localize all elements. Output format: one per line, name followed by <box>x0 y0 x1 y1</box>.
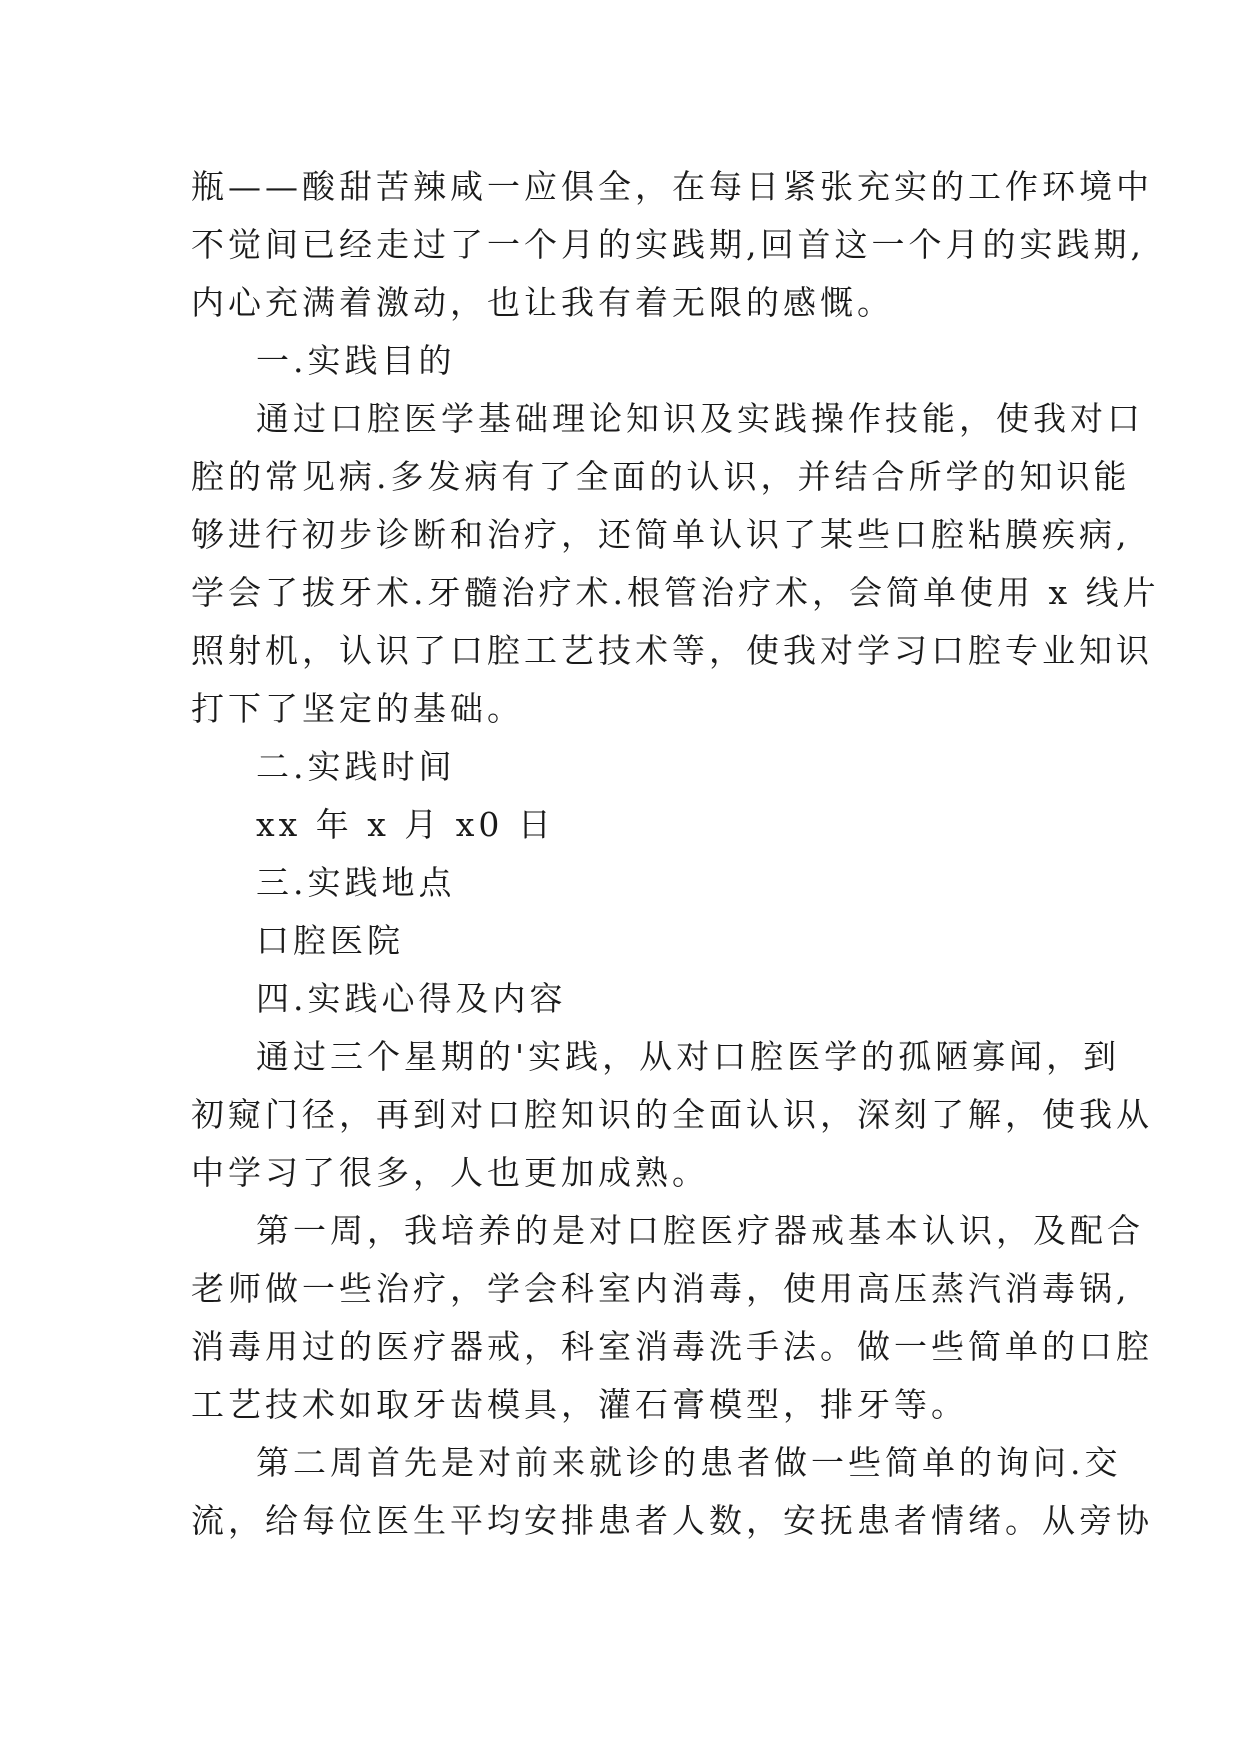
text-line: 腔的常见病.多发病有了全面的认识，并结合所学的知识能 <box>191 457 1131 496</box>
text-line: 流，给每位医生平均安排患者人数，安抚患者情绪。从旁协 <box>191 1501 1153 1540</box>
text-line: xx 年 x 月 x0 日 <box>256 805 555 844</box>
text-line: 通过口腔医学基础理论知识及实践操作技能，使我对口 <box>256 399 1144 438</box>
text-line: 口腔医院 <box>256 921 404 960</box>
text-line: 通过三个星期的'实践，从对口腔医学的孤陋寡闻，到 <box>256 1037 1121 1076</box>
section-heading: 二.实践时间 <box>256 747 456 786</box>
text-line: 打下了坚定的基础。 <box>191 689 524 728</box>
text-line: 不觉间已经走过了一个月的实践期,回首这一个月的实践期, <box>191 225 1145 264</box>
section-heading: 四.实践心得及内容 <box>256 979 567 1018</box>
text-line: 中学习了很多，人也更加成熟。 <box>191 1153 709 1192</box>
text-line: 瓶——酸甜苦辣咸一应俱全，在每日紧张充实的工作环境中 <box>191 167 1153 206</box>
text-line: 工艺技术如取牙齿模具，灌石膏模型，排牙等。 <box>191 1385 968 1424</box>
text-line: 学会了拔牙术.牙髓治疗术.根管治疗术，会简单使用 x 线片 <box>191 573 1160 612</box>
text-line: 照射机，认识了口腔工艺技术等，使我对学习口腔专业知识 <box>191 631 1153 670</box>
section-heading: 一.实践目的 <box>256 341 456 380</box>
text-line: 老师做一些治疗，学会科室内消毒，使用高压蒸汽消毒锅, <box>191 1269 1131 1308</box>
text-line: 初窥门径，再到对口腔知识的全面认识，深刻了解，使我从 <box>191 1095 1153 1134</box>
text-line: 第一周，我培养的是对口腔医疗器戒基本认识，及配合 <box>256 1211 1144 1250</box>
text-line: 够进行初步诊断和治疗，还简单认识了某些口腔粘膜疾病, <box>191 515 1131 554</box>
text-line: 第二周首先是对前来就诊的患者做一些简单的询问.交 <box>256 1443 1122 1482</box>
section-heading: 三.实践地点 <box>256 863 456 902</box>
text-line: 内心充满着激动，也让我有着无限的感慨。 <box>191 283 894 322</box>
text-line: 消毒用过的医疗器戒，科室消毒洗手法。做一些简单的口腔 <box>191 1327 1153 1366</box>
